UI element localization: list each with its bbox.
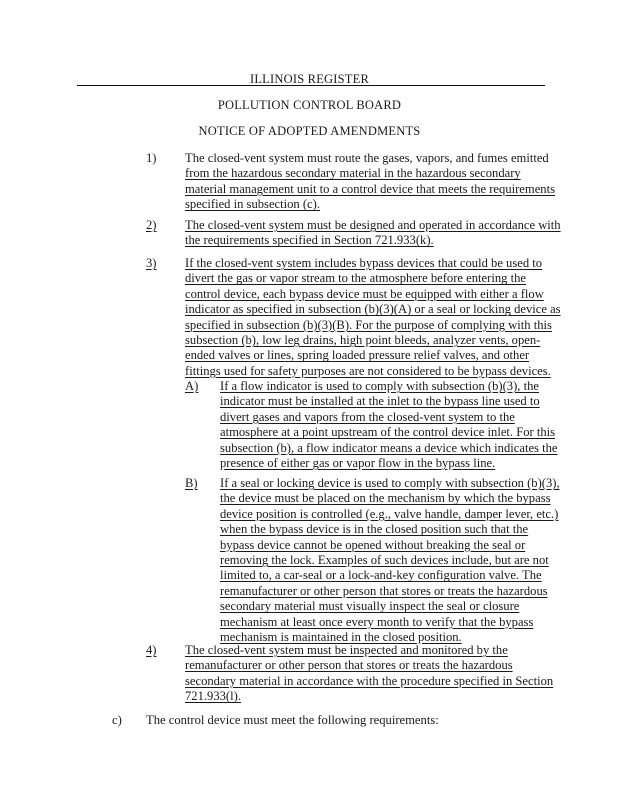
item-text-B: [220, 476, 560, 645]
text-line: when the bypass device is in the closed position such that the: [220, 522, 529, 537]
text-line: remanufacturer or other person that stores or treats the hazardous: [220, 583, 548, 598]
item-text-1: [185, 151, 555, 213]
text-line: ended valves or lines, spring loaded pressure relief valves, and other: [185, 348, 530, 363]
text-line: 721.933(l).: [185, 689, 241, 704]
text-line: the requirements specified in Section 721.933(k).: [185, 233, 434, 248]
text-line: material management unit to a control device that meets the requirements: [185, 181, 555, 196]
item-text-4: [185, 643, 553, 705]
item-text-c: [146, 713, 439, 728]
text-line: divert gases and vapors from the closed-vent system to the: [220, 409, 515, 424]
register-heading: ILLINOIS REGISTER: [249, 72, 369, 86]
notice-heading: NOTICE OF ADOPTED AMENDMENTS: [198, 124, 421, 138]
text-line: If a flow indicator is used to comply with subsection (b)(3), the: [220, 379, 539, 393]
board-heading: POLLUTION CONTROL BOARD: [217, 98, 402, 112]
item-number-3: 3): [146, 256, 157, 270]
text-line: indicator must be installed at the inlet to the bypass line used to: [220, 394, 540, 409]
text-line: presence of either gas or vapor flow in the bypass line.: [220, 456, 496, 471]
text-line: If a seal or locking device is used to comply with subsection (b)(3),: [220, 476, 560, 490]
text-line: atmosphere at a point upstream of the control device inlet. For this: [220, 425, 556, 440]
text-line: remanufacturer or other person that stores or treats the hazardous: [185, 658, 513, 673]
text-line: limited to, a car-seal or a lock-and-key configuration valve. The: [220, 568, 542, 583]
item-number-1: 1): [146, 151, 157, 165]
text-line: subsection (b), a flow indicator means a device which indicates the: [220, 440, 558, 455]
text-line: specified in subsection (c).: [185, 197, 320, 212]
item-text-2: [185, 218, 561, 249]
text-line: bypass device cannot be opened without breaking the seal or: [220, 537, 526, 552]
text-line: The closed-vent system must be designed and operated in accordance with: [185, 218, 561, 232]
text-line: device position is controlled (e.g., valve handle, damper lever, etc.): [220, 506, 559, 521]
text-line: The closed-vent system must route the gases, vapors, and fumes emitted: [185, 151, 549, 165]
item-number-B: B): [185, 476, 198, 490]
text-line: from the hazardous secondary material in the hazardous secondary: [185, 166, 521, 181]
item-number-2: 2): [146, 218, 157, 232]
item-number-c: c): [112, 713, 122, 727]
text-line: removing the lock. Examples of such devices include, but are not: [220, 553, 549, 568]
text-line: indicator as specified in subsection (b)(3)(A) or a seal or locking device as: [185, 302, 561, 317]
item-text-3: [185, 256, 561, 379]
text-line: subsection (b), low leg drains, high point bleeds, analyzer vents, open-: [185, 333, 541, 348]
text-line: If the closed-vent system includes bypass devices that could be used to: [185, 256, 543, 270]
text-line: divert the gas or vapor stream to the atmosphere before entering the: [185, 271, 526, 286]
item-text-A: [220, 379, 557, 471]
text-line: fittings used for safety purposes are not considered to be bypass devices.: [185, 363, 551, 378]
text-line: secondary material must visually inspect the seal or closure: [220, 599, 520, 614]
text-line: the device must be placed on the mechanism by which the bypass: [220, 491, 551, 506]
text-line: secondary material in accordance with the procedure specified in Section: [185, 673, 554, 688]
text-line: control device, each bypass device must be equipped with either a flow: [185, 286, 544, 301]
text-line: specified in subsection (b)(3)(B). For the purpose of complying with this: [185, 317, 552, 332]
text-line: The control device must meet the following requirements:: [146, 713, 439, 727]
item-number-4: 4): [146, 643, 157, 657]
text-line: The closed-vent system must be inspected and monitored by the: [185, 643, 508, 657]
header-rule: [77, 85, 545, 86]
text-line: mechanism is maintained in the closed position.: [220, 630, 462, 645]
text-line: mechanism at least once every month to verify that the bypass: [220, 614, 534, 629]
item-number-A: A): [185, 379, 199, 393]
